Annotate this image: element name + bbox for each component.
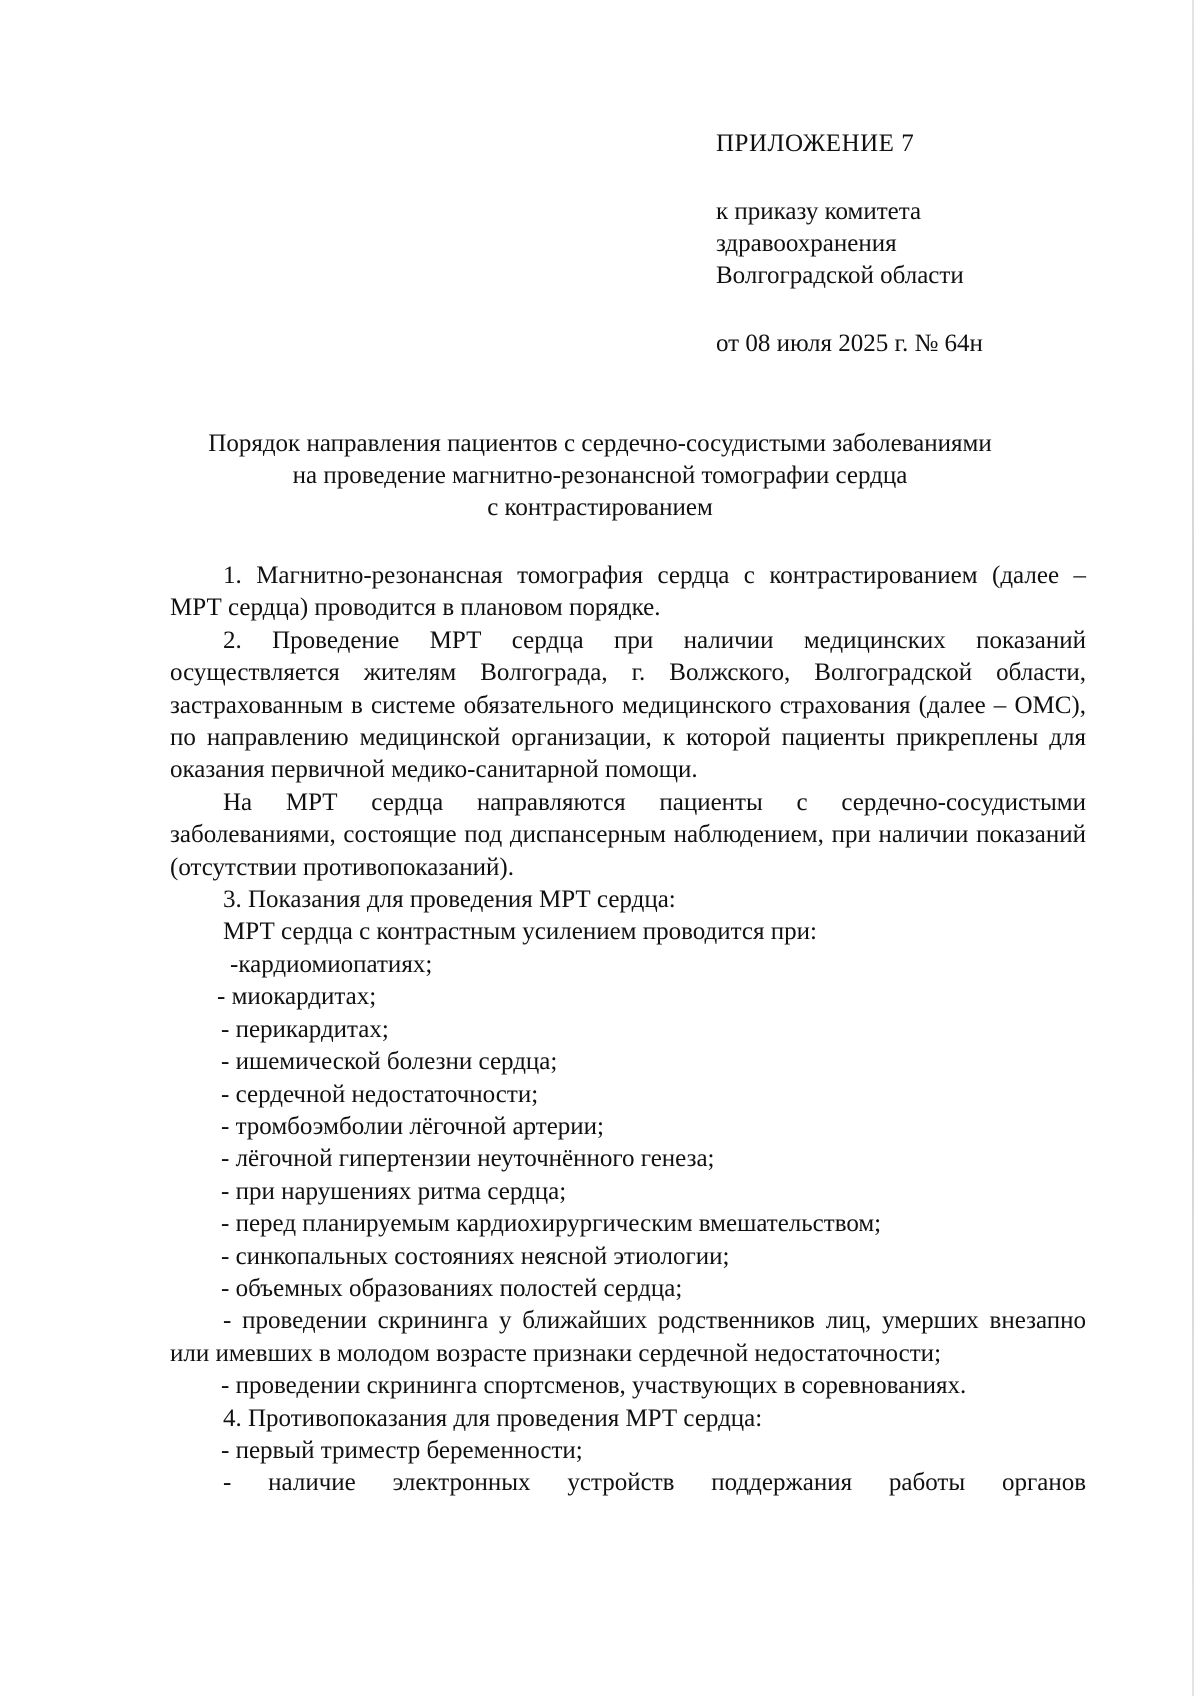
order-reference-line: Волгоградской области: [716, 262, 964, 289]
paragraph-2: 2. Проведение МРТ сердца при наличии медицинских показаний осуществляется жителям Волгограда, г. Волжского, Волгоградской области, застрахованным в системе обязательного медицинского страхования (далее – ОМС), по направлению медицинской организации, к которой пациенты прикреплены для оказания первичной медико-санитарной помощи.: [170, 626, 1086, 784]
order-date: от 08 июля 2025 г. № 64н: [716, 330, 983, 357]
indication-item: - сердечной недостаточности;: [221, 1080, 539, 1108]
indication-item: - лёгочной гипертензии неуточнённого генеза;: [221, 1145, 715, 1173]
indication-item: - при нарушениях ритма сердца;: [221, 1177, 567, 1205]
paragraph-referral: На МРТ сердца направляются пациенты с сердечно-сосудистыми заболеваниями, состоящие под диспансерным наблюдением, при наличии показаний (отсутствии противопоказаний).: [170, 788, 1086, 881]
appendix-number: ПРИЛОЖЕНИЕ 7: [716, 130, 915, 157]
title-line: на проведение магнитно-резонансной томографии сердца: [292, 462, 908, 489]
order-reference: [716, 196, 964, 292]
indication-screening-relatives: - проведении скрининга у ближайших родственников лиц, умерших внезапно или имевших в молодом возрасте признаки сердечной недостаточности;: [170, 1307, 1086, 1367]
indication-item: -кардиомиопатиях;: [230, 950, 433, 978]
document-body: [170, 560, 1086, 1500]
title-line: Порядок направления пациентов с сердечно-сосудистыми заболеваниями: [208, 430, 992, 457]
indication-item: - миокардитах;: [217, 983, 377, 1011]
title-line: с контрастированием: [487, 494, 713, 521]
section-4-heading: 4. Противопоказания для проведения МРТ сердца:: [223, 1404, 763, 1432]
indication-item: - объемных образованиях полостей сердца;: [221, 1274, 683, 1302]
indication-screening-athletes: - проведении скрининга спортсменов, участвующих в соревнованиях.: [221, 1372, 967, 1400]
paragraph-1: 1. Магнитно-резонансная томография сердца с контрастированием (далее – МРТ сердца) проводится в плановом порядке.: [170, 562, 1086, 622]
order-reference-line: к приказу комитета: [716, 198, 922, 225]
document-title: [150, 428, 1050, 524]
section-3-heading: 3. Показания для проведения МРТ сердца:: [223, 886, 676, 914]
indication-item: - ишемической болезни сердца;: [221, 1048, 558, 1076]
section-3-intro: МРТ сердца с контрастным усилением проводится при:: [223, 918, 817, 946]
contraindication-item: - первый триместр беременности;: [221, 1436, 583, 1464]
indication-item: - синкопальных состояниях неясной этиологии;: [221, 1242, 730, 1270]
indication-item: - перикардитах;: [221, 1015, 389, 1043]
order-reference-line: здравоохранения: [716, 230, 897, 257]
indication-item: - перед планируемым кардиохирургическим вмешательством;: [221, 1210, 882, 1238]
indication-item: - тромбоэмболии лёгочной артерии;: [221, 1112, 605, 1140]
contraindication-item: - наличие электронных устройств поддержания работы органов: [223, 1469, 1086, 1497]
scan-edge-shadow: [1192, 0, 1194, 1696]
